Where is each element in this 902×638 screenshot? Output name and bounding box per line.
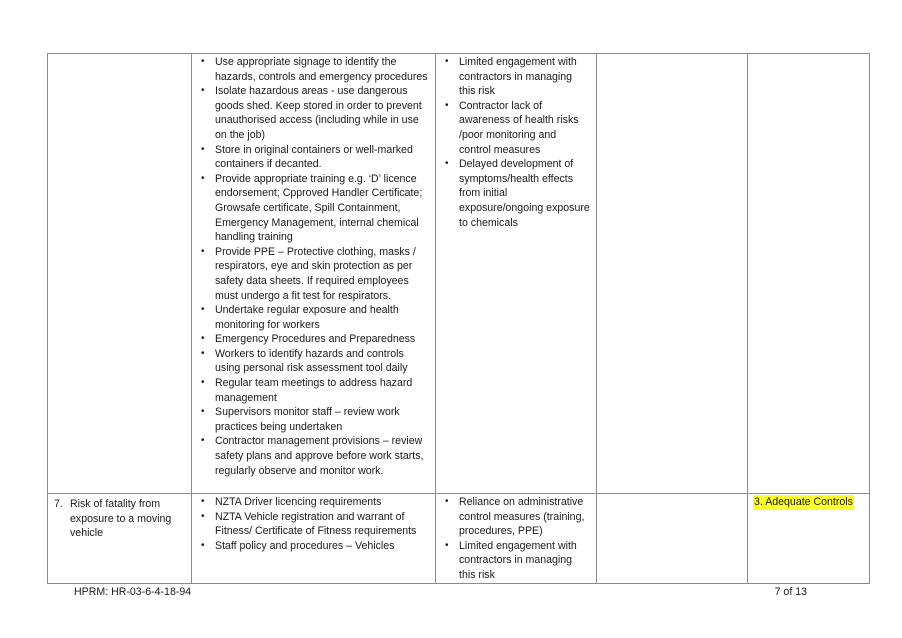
- controls-list: [192, 55, 435, 478]
- rating-highlight: 3. Adequate Controls: [754, 496, 853, 508]
- controls-list: [192, 495, 435, 553]
- list-item: • Isolate hazardous areas - use dangerous goods shed. Keep stored in order to prevent unauthorised access (including while in use on the job): [192, 84, 429, 142]
- list-item: • NZTA Vehicle registration and warrant of Fitness/ Certificate of Fitness requirements: [192, 510, 429, 539]
- risk-description: Risk of fatality from exposure to a moving vehicle: [70, 498, 172, 540]
- empty-cell: [597, 54, 748, 494]
- list-item: • Contractor lack of awareness of health risks /poor monitoring and control measures: [436, 99, 590, 157]
- controls-cell: [192, 54, 436, 494]
- list-item: • Use appropriate signage to identify the hazards, controls and emergency procedures: [192, 55, 429, 84]
- footer-doc-ref: HPRM: HR-03-6-4-18-94: [74, 586, 192, 598]
- list-item: • Regular team meetings to address hazard management: [192, 376, 429, 405]
- risk-cell: [48, 494, 192, 584]
- list-item: • Store in original containers or well-marked containers if decanted.: [192, 143, 429, 172]
- list-item: • Supervisors monitor staff – review work practices being undertaken: [192, 405, 429, 434]
- list-item: • Emergency Procedures and Preparedness: [192, 332, 429, 347]
- rating-cell: [748, 494, 870, 584]
- list-item: • Undertake regular exposure and health monitoring for workers: [192, 303, 429, 332]
- table-row: [48, 54, 870, 494]
- list-item: • Staff policy and procedures – Vehicles: [192, 539, 429, 554]
- list-item: • Provide PPE – Protective clothing, masks / respirators, eye and skin protection as per safety data sheets. If required employees must undergo a fit test for respirators.: [192, 245, 429, 303]
- list-item: • NZTA Driver licencing requirements: [192, 495, 429, 510]
- risk-title: [48, 494, 191, 541]
- rating-cell: [748, 54, 870, 494]
- list-item: • Delayed development of symptoms/health effects from initial exposure/ongoing exposure to chemicals: [436, 157, 590, 230]
- list-item: • Contractor management provisions – review safety plans and approve before work starts, regularly observe and monitor work.: [192, 434, 429, 478]
- weaknesses-cell: [436, 54, 597, 494]
- list-item: • Workers to identify hazards and controls using personal risk assessment tool daily: [192, 347, 429, 376]
- weaknesses-cell: [436, 494, 597, 584]
- list-item: • Limited engagement with contractors in managing this risk: [436, 55, 590, 99]
- table-row: [48, 494, 870, 584]
- list-item: • Limited engagement with contractors in managing this risk: [436, 539, 590, 583]
- list-item: • Reliance on administrative control measures (training, procedures, PPE): [436, 495, 590, 539]
- risk-number: 7.: [54, 498, 63, 510]
- list-item: • Provide appropriate training e.g. ‘D’ licence endorsement; Cpproved Handler Certificate; Growsafe certificate, Spill Containment, Emergency Management, internal chemical handling training: [192, 172, 429, 245]
- empty-cell: [597, 494, 748, 584]
- risk-cell: [48, 54, 192, 494]
- footer-page-number: 7 of 13: [774, 586, 807, 598]
- weaknesses-list: [436, 495, 596, 583]
- risk-table: [47, 53, 870, 584]
- controls-cell: [192, 494, 436, 584]
- weaknesses-list: [436, 55, 596, 230]
